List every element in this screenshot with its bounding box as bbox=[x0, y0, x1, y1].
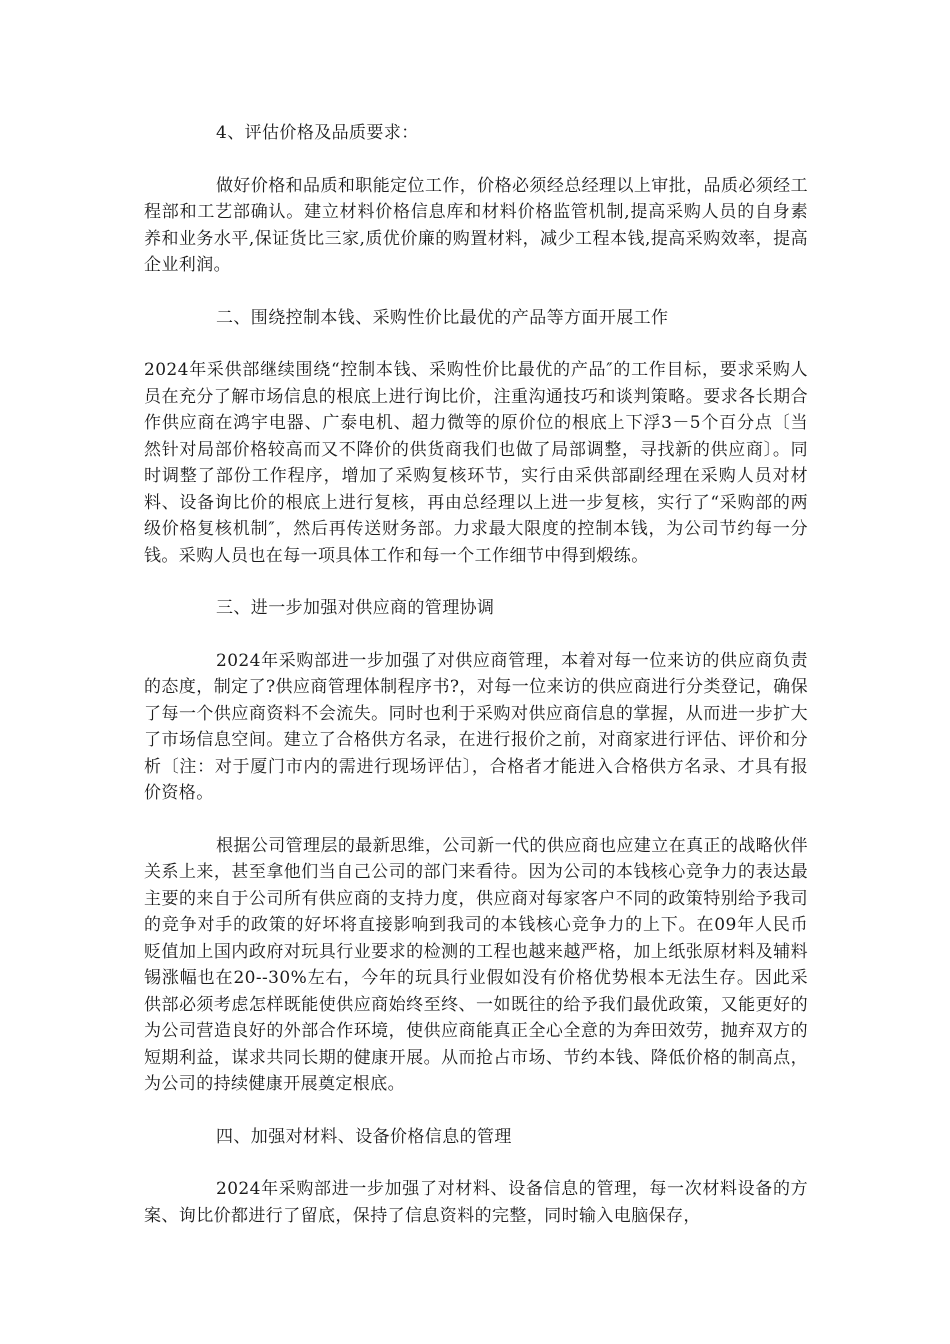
document-body bbox=[144, 120, 808, 1255]
section-heading-price-information: 四、加强对材料、设备价格信息的管理 bbox=[216, 1126, 512, 1147]
paragraph-price-quality: 做好价格和品质和职能定位工作，价格必须经总经理以上审批，品质必须经工程部和工艺部确认。建立材料价格信息库和材料价格监管机制,提高采购人员的自身素养和业务水平,保证货比三家,质优价廉的购置材料，减少工程本钱,提高采购效率，提高企业利润。 bbox=[144, 175, 808, 275]
paragraph-cost-control: 2024年采供部继续围绕“控制本钱、采购性价比最优的产品″的工作目标，要求采购人员在充分了解市场信息的根底上进行询比价，注重沟通技巧和谈判策略。要求各长期合作供应商在鸿宇电器、广泰电机、超力微等的原价位的根底上下浮3－5个百分点〔当然针对局部价格较高而又不降价的供货商我们也做了局部调整，寻找新的供应商〕。同时调整了部份工作程序，增加了采购复核环节，实行由采供部副经理在采购人员对材料、设备询比价的根底上进行复核，再由总经理以上进一步复核，实行了“采购部的两级价格复核机制″，然后再传送财务部。力求最大限度的控制本钱，为公司节约每一分钱。采购人员也在每一项具体工作和每一个工作细节中得到煅练。 bbox=[144, 360, 808, 566]
section-heading-supplier-management: 三、进一步加强对供应商的管理协调 bbox=[216, 598, 495, 618]
paragraph-supplier-management: 2024年采购部进一步加强了对供应商管理，本着对每一位来访的供应商负责的态度，制定了?供应商管理体制程序书?，对每一位来访的供应商进行分类登记，确保了每一个供应商资料不会流失。同时也利于采购对供应商信息的掌握，从而进一步扩大了市场信息空间。建立了合格供方名录，在进行报价之前，对商家进行评估、评价和分析〔注：对于厦门市内的需进行现场评估〕，合格者才能进入合格供方名录、才具有报价资格。 bbox=[144, 650, 808, 803]
section-heading-cost-control: 二、围绕控制本钱、采购性价比最优的产品等方面开展工作 bbox=[216, 307, 669, 328]
paragraph-strategic-partnership: 根据公司管理层的最新思维，公司新一代的供应商也应建立在真正的战略伙伴关系上来，甚至拿他们当自己公司的部门来看待。因为公司的本钱核心竞争力的表达最主要的来自于公司所有供应商的支持力度，供应商对每家客户不同的政策特别给予我司的竞争对手的政策的好坏将直接影响到我司的本钱核心竞争力的上下。在09年人民币贬值加上国内政府对玩具行业要求的检测的工程也越来越严格，加上纸张原材料及辅料锡涨幅也在20--30%左右，今年的玩具行业假如没有价格优势根本无法生存。因此采供部必须考虑怎样既能使供应商始终至终、一如既往的给予我们最优政策，又能更好的为公司营造良好的外部合作环境，使供应商能真正全心全意的为奔田效劳，抛弃双方的短期利益，谋求共同长期的健康开展。从而抢占市场、节约本钱、降低价格的制高点，为公司的持续健康开展奠定根底。 bbox=[144, 835, 808, 1094]
section-heading-price-quality: 4、评估价格及品质要求： bbox=[216, 123, 419, 143]
paragraph-price-information: 2024年采购部进一步加强了对材料、设备信息的管理，每一次材料设备的方案、询比价都进行了留底，保持了信息资料的完整，同时输入电脑保存， bbox=[144, 1179, 808, 1226]
